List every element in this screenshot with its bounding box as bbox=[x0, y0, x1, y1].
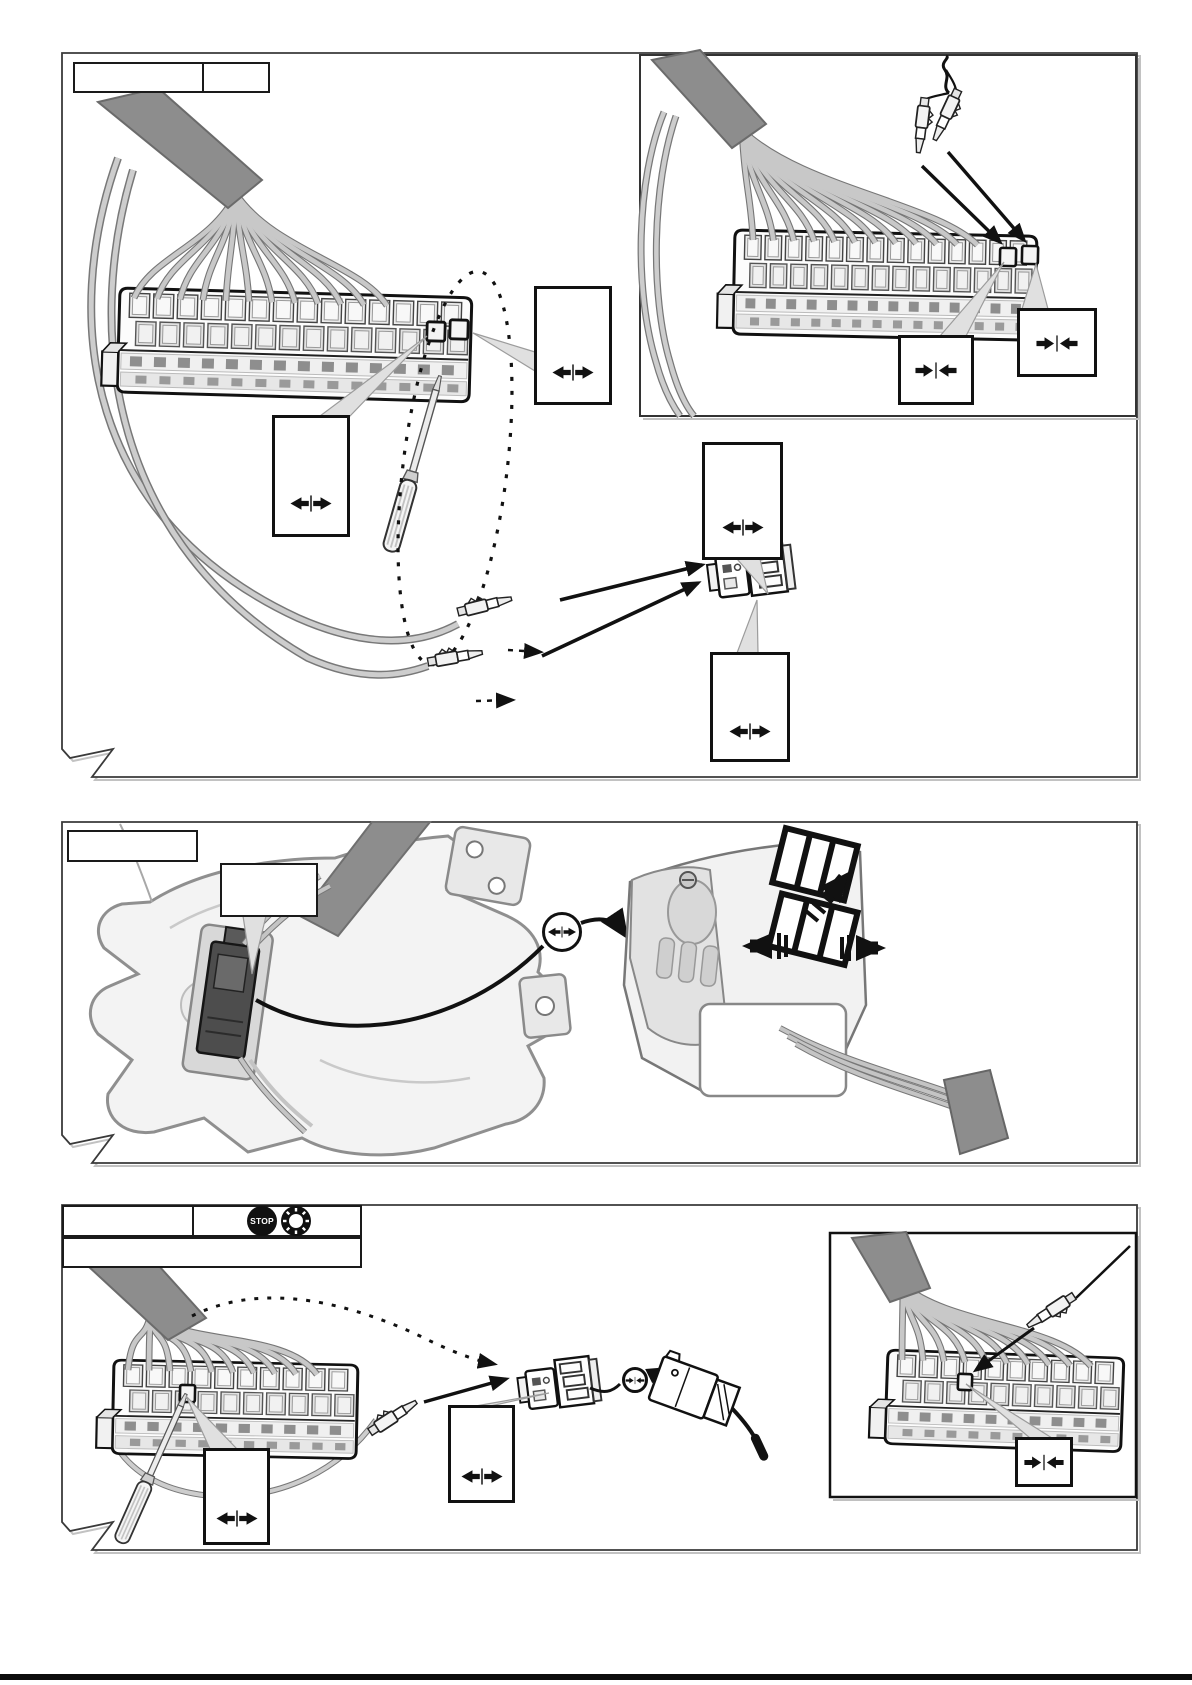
callout-symbol-box-p3-release-connector bbox=[203, 1448, 270, 1545]
callout-symbol-box-p1-inset-insert-right bbox=[1017, 308, 1097, 377]
callout-symbol bbox=[551, 362, 595, 387]
release-terminal-icon bbox=[215, 1508, 259, 1528]
callout-symbol bbox=[289, 493, 333, 518]
stop-icon-label: STOP bbox=[250, 1216, 274, 1226]
insert-terminal-icon bbox=[914, 361, 958, 381]
callout-symbol bbox=[721, 517, 765, 542]
callout-symbol-box-p1-release-housing-top bbox=[702, 442, 783, 560]
release-terminal-icon bbox=[289, 493, 333, 513]
callout-symbol bbox=[1035, 333, 1079, 358]
bracket-tab bbox=[445, 826, 532, 906]
panel2-part-callout-cell-0 bbox=[222, 865, 316, 915]
panel2-step-label-cell-0 bbox=[69, 832, 196, 860]
insert-terminal-icon bbox=[1035, 333, 1079, 353]
callout-symbol bbox=[1023, 1453, 1065, 1477]
release-terminal-icon bbox=[721, 517, 765, 537]
callout-symbol bbox=[215, 1508, 259, 1533]
callout-symbol-box-p1-release-housing-bottom bbox=[710, 652, 790, 762]
bracket-tab bbox=[519, 974, 571, 1038]
panel3-note-bar-cell-0 bbox=[64, 1239, 360, 1266]
callout-symbol-box-p1-inset-insert-left bbox=[898, 335, 974, 405]
panel3-inset-illustration bbox=[830, 1232, 1139, 1500]
callout-symbol bbox=[460, 1466, 504, 1491]
insert-terminal-icon bbox=[1023, 1453, 1065, 1472]
callout-symbol-box-p3-inset-insert bbox=[1015, 1437, 1073, 1487]
panel1-step-label bbox=[73, 62, 270, 93]
panel1-step-label-cell-1 bbox=[204, 64, 268, 91]
callout-symbol bbox=[914, 361, 958, 386]
stop-icon bbox=[247, 1206, 277, 1236]
panel1-step-label-cell-0 bbox=[75, 64, 204, 91]
bulb-icon bbox=[281, 1206, 311, 1236]
panel3-note-bar bbox=[62, 1237, 362, 1268]
panel2-part-callout bbox=[220, 863, 318, 917]
panel3-step-label-cell-1 bbox=[194, 1207, 360, 1235]
panel2-step-label bbox=[67, 830, 198, 862]
panel3-step-label bbox=[62, 1205, 362, 1237]
callout-symbol-box-p1-release-left bbox=[272, 415, 350, 537]
release-terminal-icon bbox=[547, 925, 577, 939]
callout-symbol-box-p1-release-right bbox=[534, 286, 612, 405]
symbol-circle-p2-release-circle bbox=[542, 912, 582, 952]
callout-symbol-box-p3-release-housing bbox=[448, 1405, 515, 1503]
insert-terminal-icon bbox=[625, 1376, 645, 1385]
page-footer-rule bbox=[0, 1674, 1192, 1680]
panel3-step-label-cell-0 bbox=[64, 1207, 194, 1235]
release-terminal-icon bbox=[460, 1466, 504, 1486]
symbol-circle-p3-insert-circle bbox=[622, 1367, 648, 1393]
callout-symbol bbox=[728, 722, 772, 747]
release-terminal-icon bbox=[728, 722, 772, 742]
release-terminal-icon bbox=[551, 362, 595, 382]
